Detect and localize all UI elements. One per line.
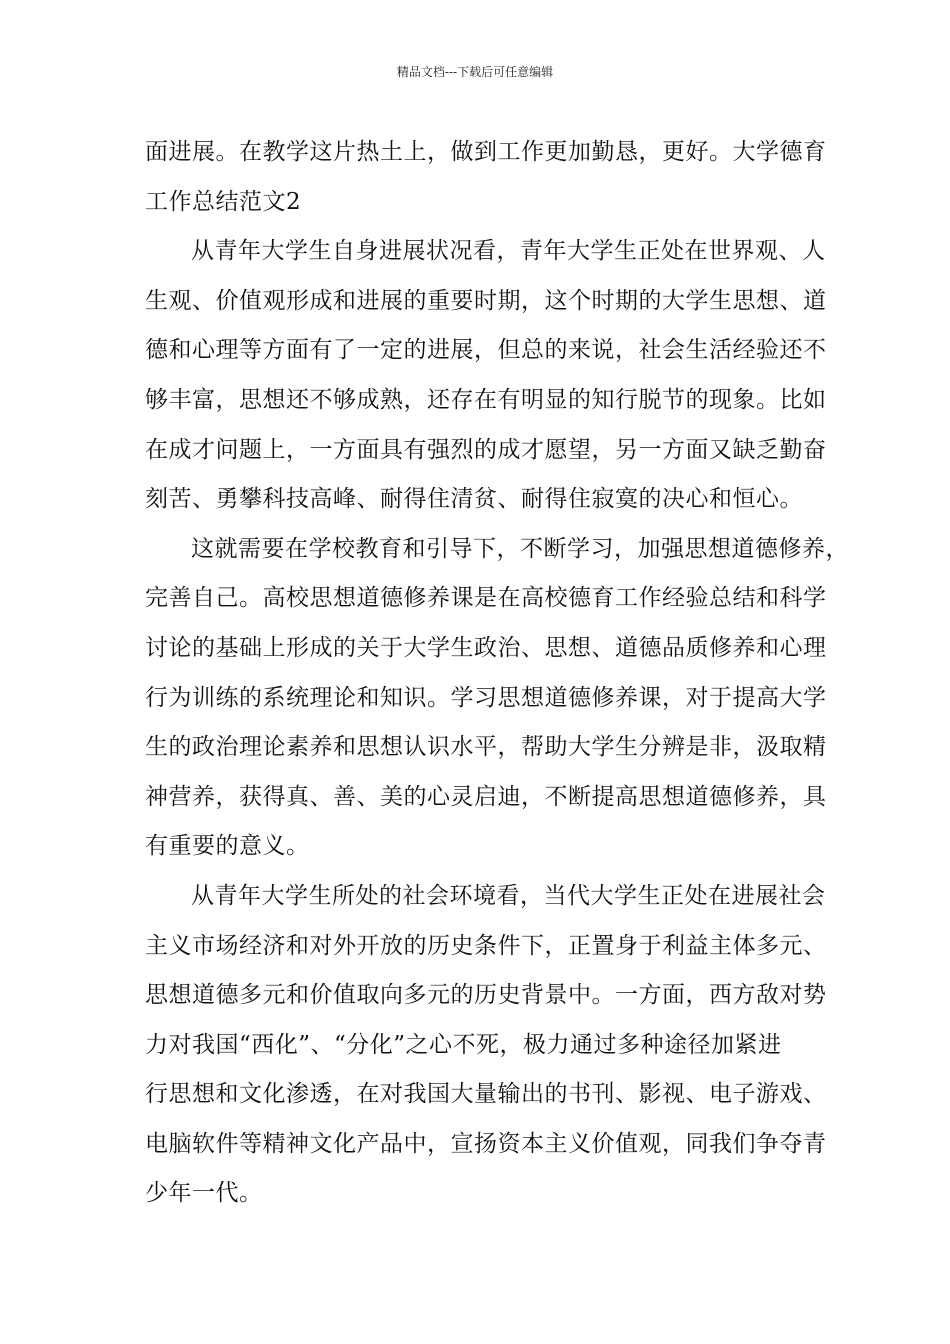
text-line: 工作总结范文2 [145, 188, 302, 215]
text-line: 有重要的意义。 [145, 833, 310, 860]
paragraph [145, 872, 827, 1219]
text-line: 够丰富，思想还不够成熟，还存在有明显的知行脱节的现象。比如 [145, 386, 827, 413]
text-line: 生观、价值观形成和进展的重要时期，这个时期的大学生思想、道 [145, 287, 827, 314]
text-line: 力对我国“西化”、“分化”之心不死，极力通过多种途径加紧进 [145, 1031, 782, 1058]
text-line: 电脑软件等精神文化产品中，宣扬资本主义价值观，同我们争夺青 [145, 1130, 827, 1157]
document-body [145, 128, 849, 1219]
text-line: 从青年大学生所处的社会环境看，当代大学生正处在进展社会 [191, 882, 826, 909]
text-line: 完善自己。高校思想道德修养课是在高校德育工作经验总结和科学 [145, 585, 827, 612]
page-header: 精品文档---下载后可任意编辑 [396, 65, 554, 79]
text-line: 生的政治理论素养和思想认识水平，帮助大学生分辨是非，汲取精 [145, 734, 827, 761]
text-line: 德和心理等方面有了一定的进展，但总的来说，社会生活经验还不 [145, 337, 827, 364]
text-line: 刻苦、勇攀科技高峰、耐得住清贫、耐得住寂寞的决心和恒心。 [145, 486, 803, 513]
paragraph [145, 227, 827, 525]
text-line: 行为训练的系统理论和知识。学习思想道德修养课，对于提高大学 [145, 684, 827, 711]
text-line: 行思想和文化渗透，在对我国大量输出的书刊、影视、电子游戏、 [145, 1081, 827, 1108]
paragraph [145, 525, 849, 872]
paragraph [145, 128, 827, 227]
text-line: 在成才问题上，一方面具有强烈的成才愿望，另一方面又缺乏勤奋 [145, 436, 827, 463]
text-line: 这就需要在学校教育和引导下，不断学习，加强思想道德修养， [191, 535, 849, 562]
text-line: 神营养，获得真、善、美的心灵启迪，不断提高思想道德修养，具 [145, 783, 827, 810]
text-line: 面进展。在教学这片热土上，做到工作更加勤恳，更好。大学德育 [145, 139, 827, 165]
text-line: 主义市场经济和对外开放的历史条件下，正置身于利益主体多元、 [145, 932, 827, 959]
text-line: 思想道德多元和价值取向多元的历史背景中。一方面，西方敌对势 [145, 982, 827, 1009]
text-line: 讨论的基础上形成的关于大学生政治、思想、道德品质修养和心理 [145, 634, 827, 661]
text-line: 少年一代。 [145, 1180, 263, 1207]
text-line: 从青年大学生自身进展状况看，青年大学生正处在世界观、人 [191, 238, 826, 265]
